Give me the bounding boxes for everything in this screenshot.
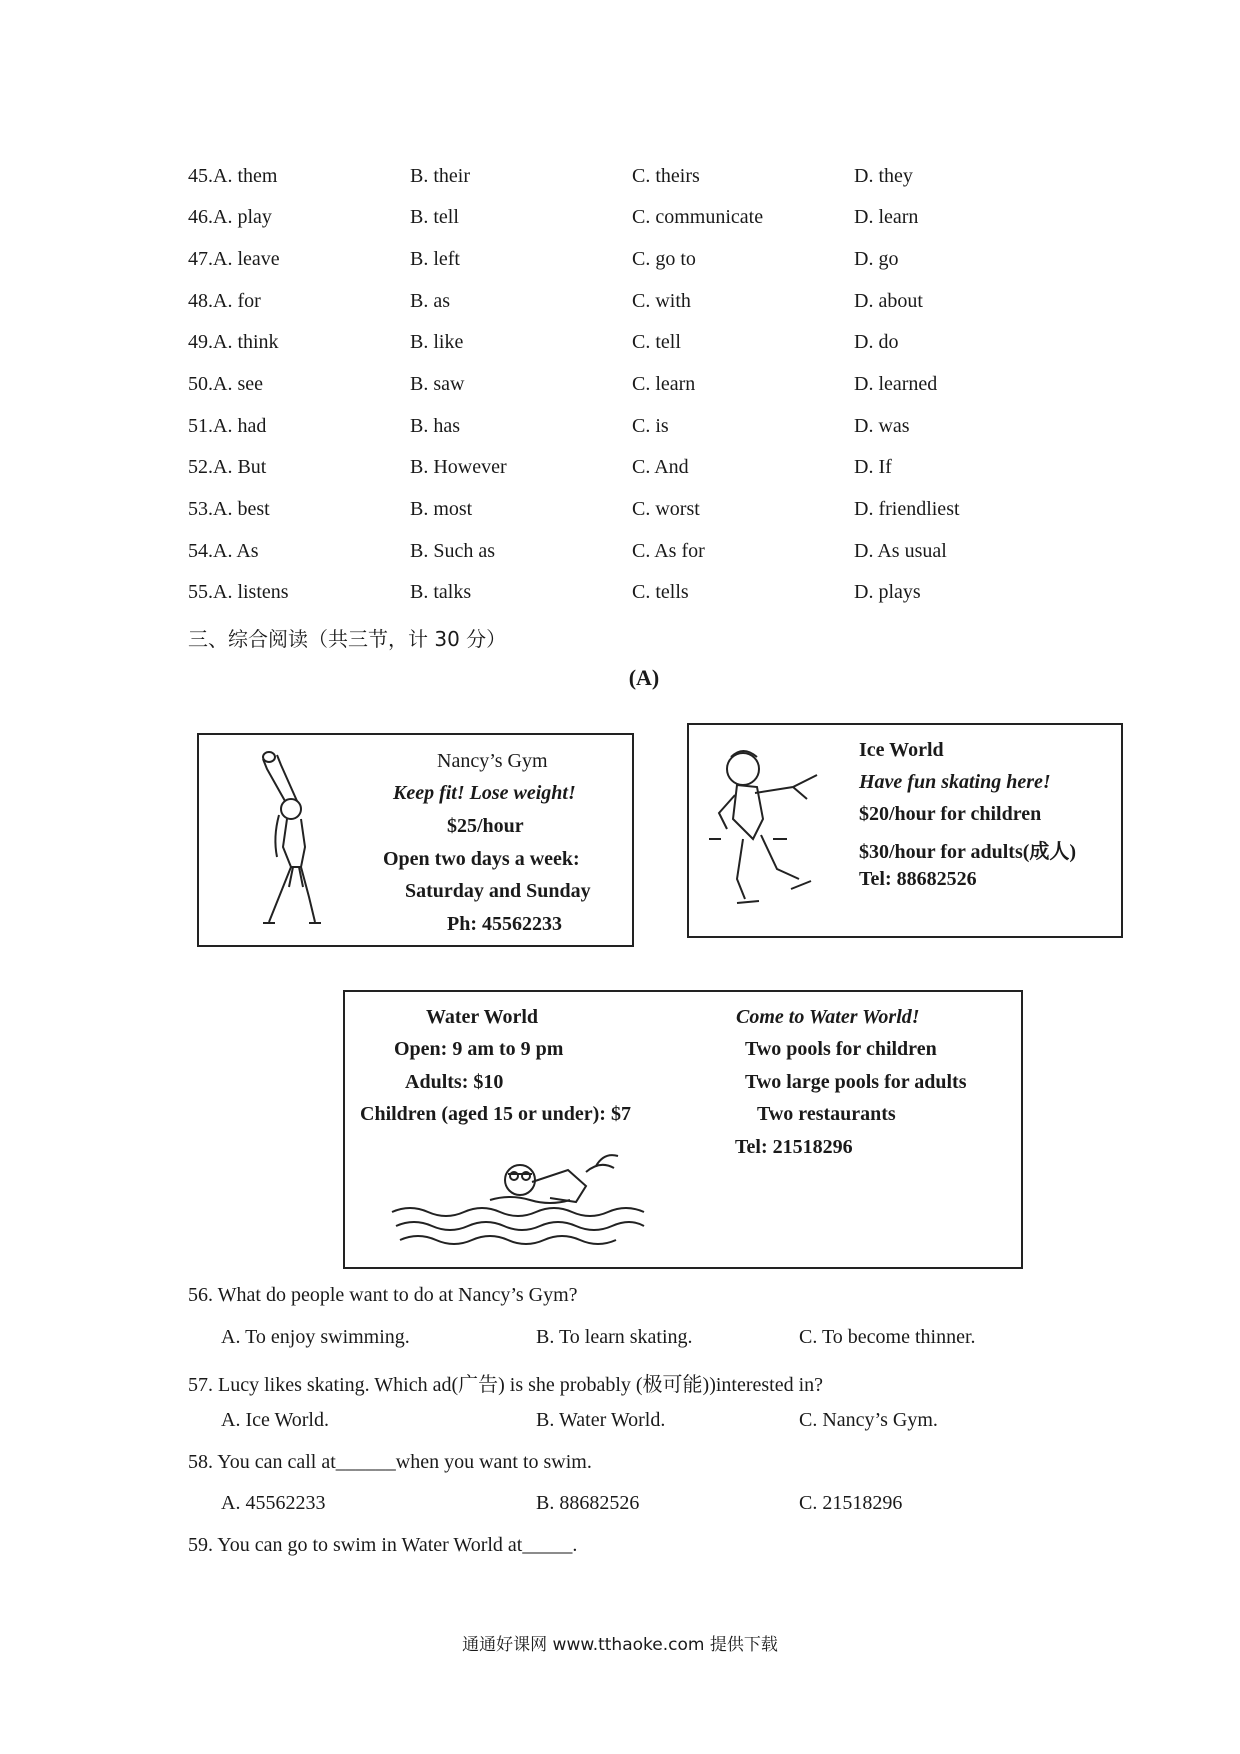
option-row bbox=[188, 290, 1088, 320]
water-children-price: Children (aged 15 or under): $7 bbox=[360, 1103, 631, 1125]
option-row bbox=[188, 456, 1088, 486]
option-row bbox=[188, 165, 1088, 195]
option-row bbox=[188, 498, 1088, 528]
page-footer: 通通好课网 www.tthaoke.com 提供下载 bbox=[462, 1635, 778, 1655]
option-c: C. go to bbox=[632, 248, 696, 270]
option-d: D. go bbox=[854, 248, 899, 270]
question-number: 46. bbox=[188, 206, 213, 228]
option-row bbox=[188, 373, 1088, 403]
option-b: B. their bbox=[410, 165, 470, 187]
option-b: B. has bbox=[410, 415, 460, 437]
option-b: B. most bbox=[410, 498, 473, 520]
gym-name: Nancy’s Gym bbox=[437, 750, 548, 772]
water-world-ad bbox=[343, 990, 1023, 1269]
option-d: D. friendliest bbox=[854, 498, 960, 520]
question-57: 57. Lucy likes skating. Which ad(广告) is she probably (极可能))interested in? bbox=[188, 1374, 824, 1396]
ice-adults-price: $30/hour for adults(成人) bbox=[859, 841, 1077, 863]
question-number: 50. bbox=[188, 373, 213, 395]
question-number: 49. bbox=[188, 331, 213, 353]
option-c: C. theirs bbox=[632, 165, 700, 187]
option-a: A. best bbox=[213, 498, 270, 520]
option-a: A. had bbox=[213, 415, 267, 437]
gym-ad bbox=[197, 733, 634, 947]
question-number: 48. bbox=[188, 290, 213, 312]
option-d: D. about bbox=[854, 290, 923, 312]
question-57-option-c: C. Nancy’s Gym. bbox=[799, 1409, 938, 1431]
question-number: 51. bbox=[188, 415, 213, 437]
option-a: A. leave bbox=[213, 248, 280, 270]
option-a: A. But bbox=[213, 456, 267, 478]
gym-woman-illustration bbox=[249, 747, 339, 932]
option-a: A. for bbox=[213, 290, 261, 312]
question-56-option-b: B. To learn skating. bbox=[536, 1326, 693, 1348]
question-59: 59. You can go to swim in Water World at_____. bbox=[188, 1534, 578, 1556]
option-d: D. they bbox=[854, 165, 913, 187]
question-56-option-c: C. To become thinner. bbox=[799, 1326, 976, 1348]
water-pools-children: Two pools for children bbox=[745, 1038, 937, 1060]
gym-price: $25/hour bbox=[447, 815, 524, 837]
question-number: 54. bbox=[188, 540, 213, 562]
option-c: C. communicate bbox=[632, 206, 764, 228]
option-row bbox=[188, 206, 1088, 236]
water-pools-adults: Two large pools for adults bbox=[745, 1071, 967, 1093]
option-c: C. And bbox=[632, 456, 689, 478]
water-open: Open: 9 am to 9 pm bbox=[394, 1038, 564, 1060]
option-d: D. learn bbox=[854, 206, 919, 228]
option-c: C. learn bbox=[632, 373, 696, 395]
option-a: A. see bbox=[213, 373, 263, 395]
option-d: D. do bbox=[854, 331, 899, 353]
ice-name: Ice World bbox=[859, 739, 944, 761]
water-name: Water World bbox=[426, 1006, 539, 1028]
question-58-option-b: B. 88682526 bbox=[536, 1492, 640, 1514]
option-b: B. saw bbox=[410, 373, 465, 395]
option-b: B. left bbox=[410, 248, 460, 270]
option-c: C. with bbox=[632, 290, 691, 312]
option-a: A. play bbox=[213, 206, 272, 228]
option-c: C. As for bbox=[632, 540, 705, 562]
water-tel: Tel: 21518296 bbox=[735, 1136, 853, 1158]
option-b: B. tell bbox=[410, 206, 459, 228]
option-c: C. tells bbox=[632, 581, 689, 603]
gym-phone: Ph: 45562233 bbox=[447, 913, 562, 935]
question-58-option-a: A. 45562233 bbox=[221, 1492, 326, 1514]
gym-days: Saturday and Sunday bbox=[405, 880, 591, 902]
ice-tel: Tel: 88682526 bbox=[859, 868, 977, 890]
question-57-option-b: B. Water World. bbox=[536, 1409, 666, 1431]
question-number: 52. bbox=[188, 456, 213, 478]
option-d: D. was bbox=[854, 415, 910, 437]
question-56: 56. What do people want to do at Nancy’s Gym? bbox=[188, 1284, 578, 1306]
option-b: B. Such as bbox=[410, 540, 495, 562]
option-d: D. learned bbox=[854, 373, 938, 395]
question-58-option-c: C. 21518296 bbox=[799, 1492, 903, 1514]
question-number: 47. bbox=[188, 248, 213, 270]
option-b: B. talks bbox=[410, 581, 472, 603]
option-row bbox=[188, 248, 1088, 278]
question-56-option-a: A. To enjoy swimming. bbox=[221, 1326, 410, 1348]
option-c: C. is bbox=[632, 415, 669, 437]
water-adults-price: Adults: $10 bbox=[405, 1071, 504, 1093]
option-row bbox=[188, 415, 1088, 445]
option-d: D. plays bbox=[854, 581, 921, 603]
section-title: 三、综合阅读（共三节，计 30 分） bbox=[188, 627, 507, 651]
question-number: 55. bbox=[188, 581, 213, 603]
option-a: A. As bbox=[213, 540, 259, 562]
option-a: A. them bbox=[213, 165, 278, 187]
option-b: B. However bbox=[410, 456, 507, 478]
question-number: 53. bbox=[188, 498, 213, 520]
option-a: A. think bbox=[213, 331, 279, 353]
option-row bbox=[188, 540, 1088, 570]
option-d: D. As usual bbox=[854, 540, 947, 562]
part-label: (A) bbox=[628, 665, 660, 690]
option-a: A. listens bbox=[213, 581, 289, 603]
option-b: B. like bbox=[410, 331, 464, 353]
gym-slogan: Keep fit! Lose weight! bbox=[393, 782, 576, 804]
option-d: D. If bbox=[854, 456, 892, 478]
question-57-option-a: A. Ice World. bbox=[221, 1409, 329, 1431]
water-slogan: Come to Water World! bbox=[736, 1006, 920, 1028]
ice-children-price: $20/hour for children bbox=[859, 803, 1042, 825]
option-c: C. worst bbox=[632, 498, 700, 520]
question-number: 45. bbox=[188, 165, 213, 187]
ice-slogan: Have fun skating here! bbox=[859, 771, 1051, 793]
question-58: 58. You can call at______when you want to swim. bbox=[188, 1451, 592, 1473]
water-restaurants: Two restaurants bbox=[757, 1103, 896, 1125]
option-row bbox=[188, 331, 1088, 361]
option-b: B. as bbox=[410, 290, 450, 312]
gym-open: Open two days a week: bbox=[383, 848, 580, 870]
option-c: C. tell bbox=[632, 331, 681, 353]
ice-world-ad bbox=[687, 723, 1123, 938]
swimmer-illustration bbox=[390, 1142, 650, 1252]
option-row bbox=[188, 581, 1088, 611]
ice-skater-illustration bbox=[707, 739, 827, 919]
